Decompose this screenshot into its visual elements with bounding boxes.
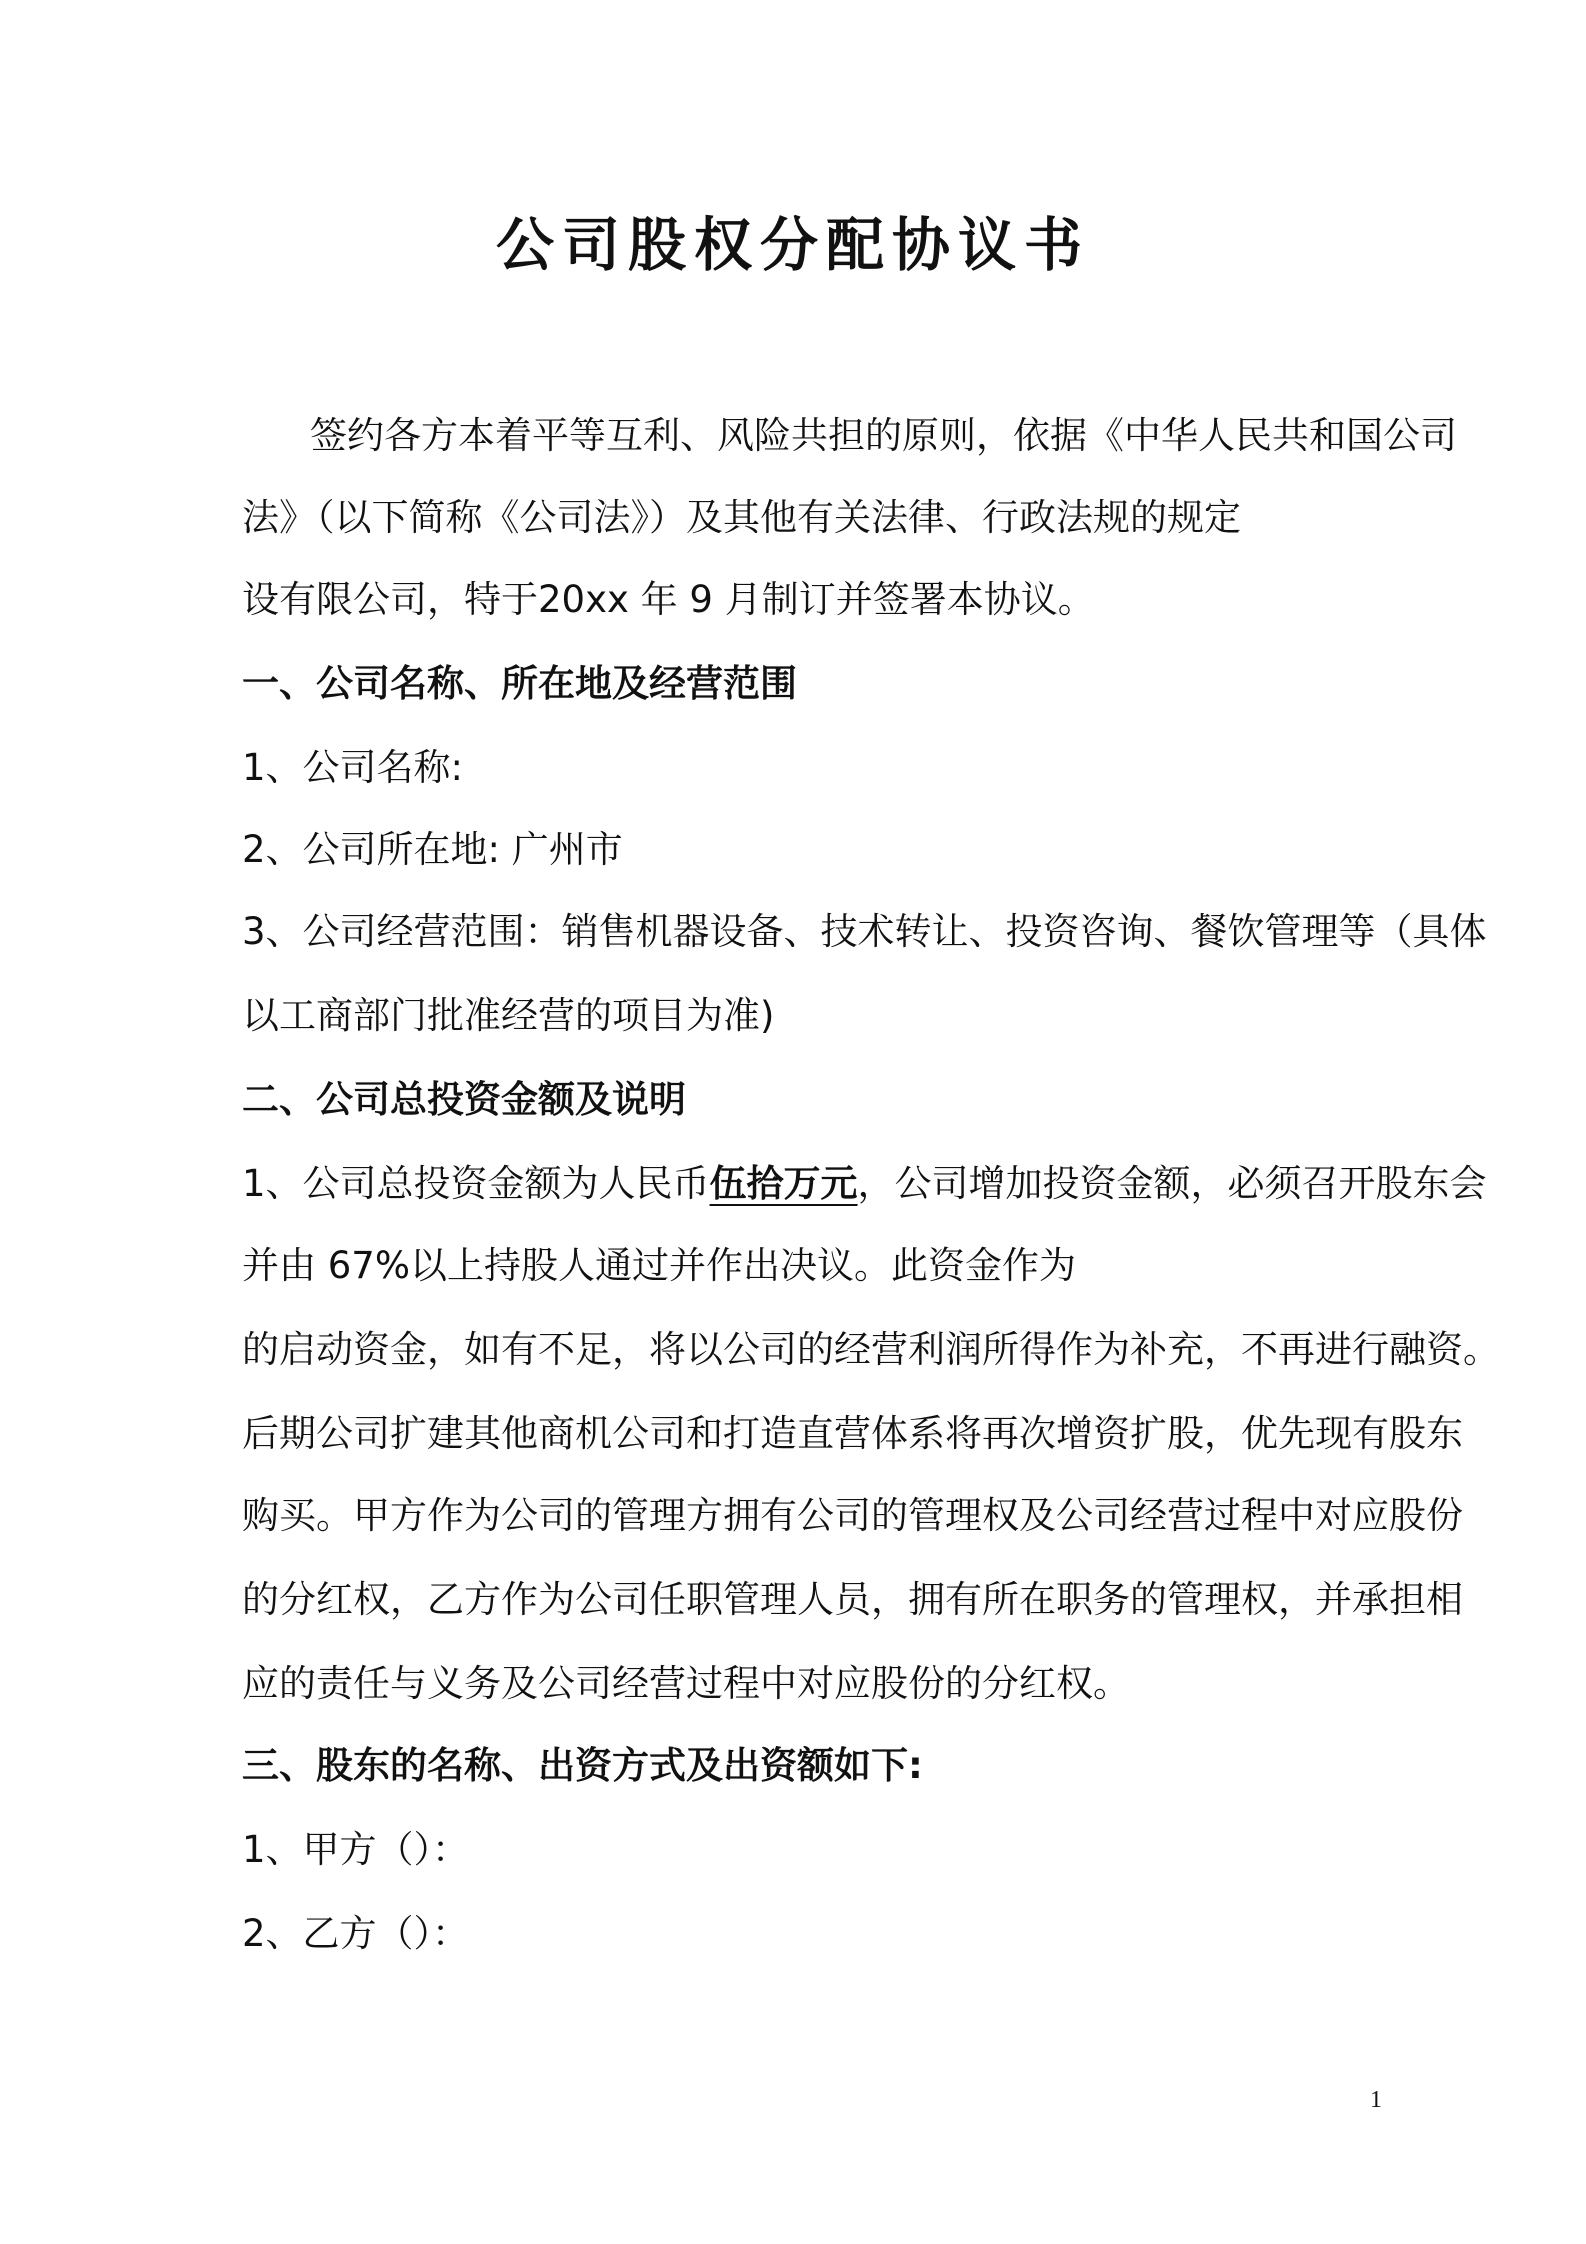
- page-number: 1: [1370, 2087, 1382, 2113]
- investment-line-1: [242, 1156, 1487, 1212]
- party-a-item: 1、甲方（）：: [242, 1828, 470, 1871]
- company-name-item: 1、公司名称:: [242, 746, 464, 789]
- investment-suffix: ，公司增加投资金额，必须召开股东会: [857, 1162, 1487, 1205]
- investment-line-5: 购买。甲方作为公司的管理方拥有公司的管理权及公司经营过程中对应股份: [242, 1494, 1463, 1537]
- business-scope-line-2: 以工商部门批准经营的项目为准): [242, 994, 775, 1037]
- investment-line-3: 的启动资金，如有不足，将以公司的经营利润所得作为补充，不再进行融资。: [242, 1328, 1500, 1371]
- intro-line-3: 设有限公司，特于20xx 年 9 月制订并签署本协议。: [242, 578, 1095, 621]
- section-2-heading: 二、公司总投资金额及说明: [242, 1078, 686, 1121]
- investment-line-6: 的分红权，乙方作为公司任职管理人员，拥有所在职务的管理权，并承担相: [242, 1578, 1463, 1621]
- document-title: 公司股权分配协议书: [495, 211, 1090, 279]
- section-1-heading: 一、公司名称、所在地及经营范围: [242, 662, 797, 705]
- company-location-item: 2、公司所在地: 广州市: [242, 828, 623, 871]
- investment-line-2: 并由 67%以上持股人通过并作出决议。此资金作为: [242, 1244, 1076, 1287]
- investment-line-7: 应的责任与义务及公司经营过程中对应股份的分红权。: [242, 1662, 1130, 1705]
- investment-line-4: 后期公司扩建其他商机公司和打造直营体系将再次增资扩股，优先现有股东: [242, 1412, 1463, 1455]
- party-b-item: 2、乙方（）：: [242, 1912, 470, 1955]
- investment-prefix: 1、公司总投资金额为人民币: [242, 1162, 710, 1205]
- investment-amount: 伍拾万元: [709, 1162, 858, 1205]
- intro-line-2: 法》（以下简称《公司法》）及其他有关法律、行政法规的规定: [242, 496, 1241, 539]
- intro-line-1: 签约各方本着平等互利、风险共担的原则，依据《中华人民共和国公司: [310, 414, 1457, 457]
- business-scope-line-1: 3、公司经营范围：销售机器设备、技术转让、投资咨询、餐饮管理等（具体: [242, 910, 1487, 953]
- section-3-heading: 三、股东的名称、出资方式及出资额如下:: [242, 1744, 923, 1787]
